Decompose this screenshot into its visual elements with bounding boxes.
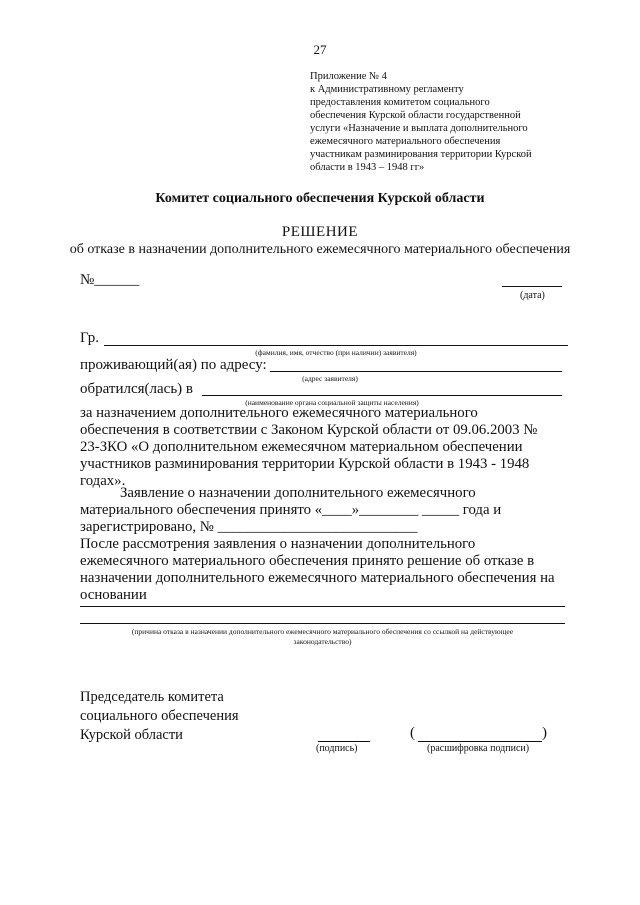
citizen-caption: (фамилия, имя, отчество (при наличии) заявителя) xyxy=(255,348,417,357)
date-line[interactable] xyxy=(502,286,562,287)
caption-line: законодательство) xyxy=(293,637,352,646)
number-label: №______ xyxy=(80,272,140,288)
appendix-line: Приложение № 4 xyxy=(310,71,387,82)
text-line: зарегистрировано, № ___________________________ xyxy=(80,519,418,535)
paragraph-application xyxy=(80,485,570,536)
address-line[interactable] xyxy=(270,371,562,372)
text-line: 23-ЗКО «О дополнительном ежемесячном материальном обеспечении xyxy=(80,439,523,455)
text-line: назначении дополнительного ежемесячного материального обеспечения на xyxy=(80,570,555,586)
date-caption: (дата) xyxy=(520,290,545,301)
social-body-caption: (наименование органа социальной защиты населения) xyxy=(245,398,419,407)
citizen-label: Гр. xyxy=(80,330,99,346)
decision-subtitle: об отказе в назначении дополнительного ежемесячного материального обеспечения xyxy=(69,242,571,257)
reason-line[interactable] xyxy=(80,606,565,607)
citizen-name-line[interactable] xyxy=(104,345,568,346)
appendix-line: области в 1943 – 1948 гг» xyxy=(310,162,425,173)
signature-decode-line[interactable] xyxy=(418,741,542,742)
decode-close-paren: ) xyxy=(542,725,547,741)
text-line: После рассмотрения заявления о назначении дополнительного xyxy=(80,536,476,552)
appendix-line: к Административному регламенту xyxy=(310,84,464,95)
committee-title: Комитет социального обеспечения Курской области xyxy=(155,191,485,206)
text-line: основании xyxy=(80,587,147,603)
signatory-line: социального обеспечения xyxy=(80,708,239,724)
caption-line: (причина отказа в назначении дополнительного ежемесячного материального обеспечения со ссылкой на действующее xyxy=(131,627,514,636)
reason-caption xyxy=(80,627,565,647)
appendix-line: услуги «Назначение и выплата дополнительного xyxy=(310,123,528,134)
text-line: за назначением дополнительного ежемесячного материального xyxy=(80,405,478,421)
paragraph-grounds xyxy=(80,405,570,490)
appendix-line: обеспечения Курской области государственной xyxy=(310,110,521,121)
reason-line[interactable] xyxy=(80,623,565,624)
applied-label: обратился(лась) в xyxy=(80,381,193,397)
appendix-line: ежемесячного материального обеспечения xyxy=(310,136,501,147)
signatory-line: Курской области xyxy=(80,727,183,743)
paragraph-refusal xyxy=(80,536,570,604)
decision-title: РЕШЕНИЕ xyxy=(281,224,359,240)
text-line: материального обеспечения принято «____»________ _____ года и xyxy=(80,502,502,518)
text-line: обеспечения в соответствии с Законом Курской области от 09.06.2003 № xyxy=(80,422,538,438)
address-caption: (адрес заявителя) xyxy=(302,374,358,383)
page-number: 27 xyxy=(313,42,327,57)
signature-line[interactable] xyxy=(318,741,370,742)
text-line: участников разминирования территории Курской области в 1943 - 1948 xyxy=(80,456,530,472)
decode-caption: (расшифровка подписи) xyxy=(427,743,530,754)
text-line: Заявление о назначении дополнительного ежемесячного xyxy=(120,485,476,501)
signatory-block xyxy=(80,688,239,745)
appendix-line: участникам разминирования территории Курской xyxy=(310,149,532,160)
decode-open-paren: ( xyxy=(410,725,415,741)
appendix-note xyxy=(310,70,560,174)
text-line: ежемесячного материального обеспечения принято решение об отказе в xyxy=(80,553,535,569)
text-line: годах». xyxy=(80,473,126,489)
appendix-line: предоставления комитетом социального xyxy=(310,97,490,108)
signatory-line: Председатель комитета xyxy=(80,689,224,705)
address-label: проживающий(ая) по адресу: xyxy=(80,357,267,373)
social-body-line[interactable] xyxy=(202,395,562,396)
signature-caption: (подпись) xyxy=(316,743,358,754)
